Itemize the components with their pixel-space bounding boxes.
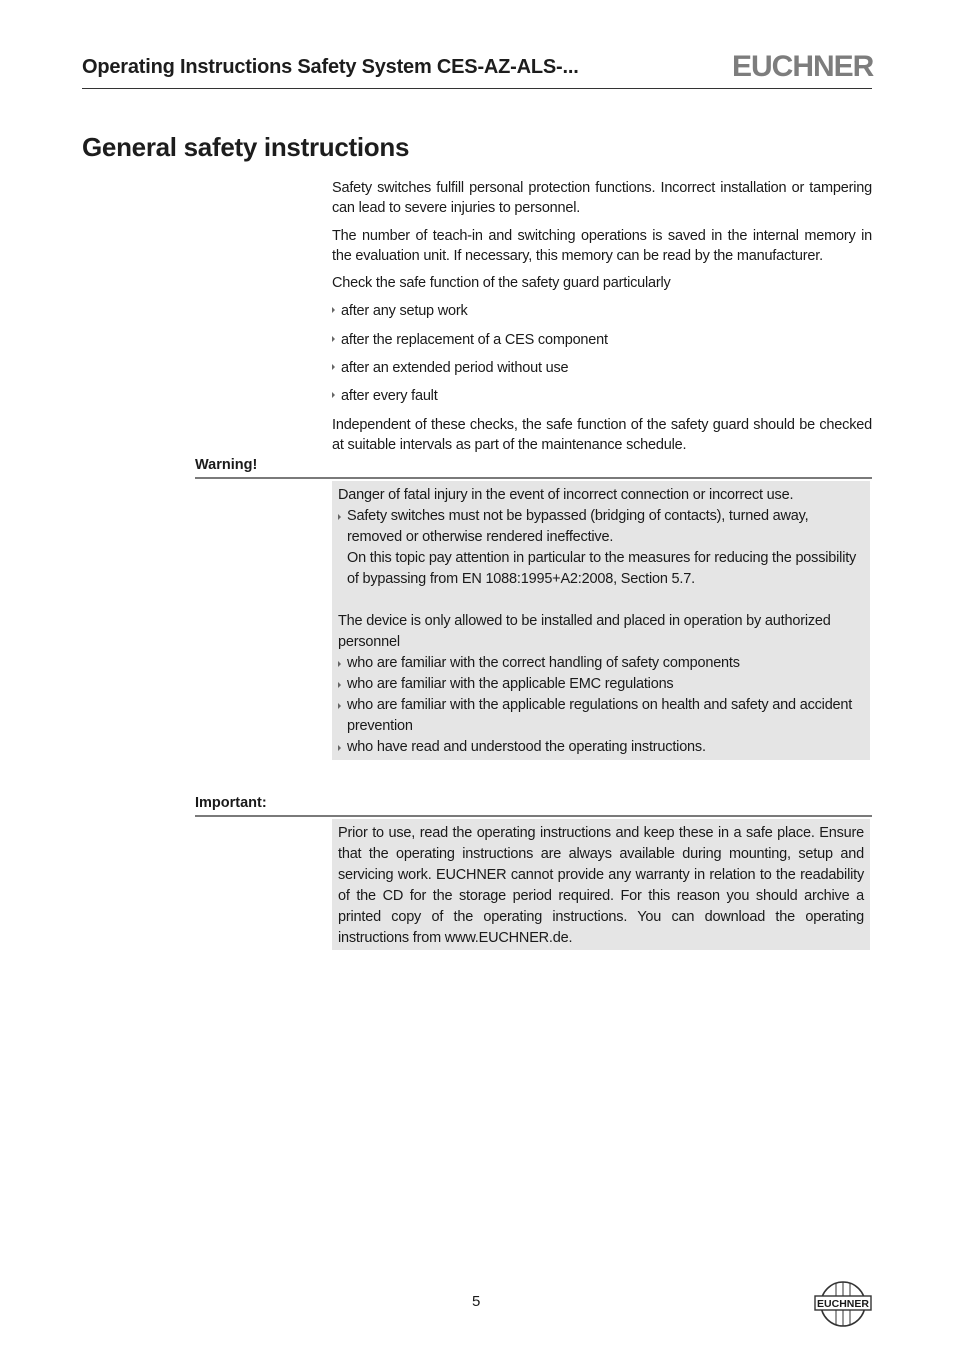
bullet-triangle-icon	[338, 661, 341, 667]
warning-intro: Danger of fatal injury in the event of incorrect connection or incorrect use.	[338, 487, 794, 503]
important-text: Prior to use, read the operating instructions and keep these in a safe place. Ensure that the operating instructions are always available during mounting, setup and servicing work. EUCHNER cannot provide any warranty in relation to the readability of the CD for the storage period required. For this reason you should archive a printed copy of the operating instructions. You can download the operating instructions from www.EUCHNER.de.	[338, 825, 864, 946]
bullet-triangle-icon	[338, 514, 341, 520]
personnel-item: who are familiar with the correct handling of safety components	[347, 655, 740, 671]
paragraph-closing: Independent of these checks, the safe function of the safety guard should be checked at suitable intervals as part of the maintenance schedule.	[332, 417, 872, 453]
paragraph-memory: The number of teach-in and switching operations is saved in the internal memory in the evaluation unit. If necessary, this memory can be read by the manufacturer.	[332, 228, 872, 264]
bullet-triangle-icon	[338, 745, 341, 751]
important-label: Important:	[195, 795, 267, 811]
bullet-triangle-icon	[338, 682, 341, 688]
paragraph-check-intro: Check the safe function of the safety guard particularly	[332, 275, 671, 291]
section-title: General safety instructions	[82, 132, 410, 162]
personnel-item: who have read and understood the operating instructions.	[347, 739, 706, 755]
list-item	[338, 695, 864, 737]
important-box	[332, 819, 870, 950]
paragraph-safety-functions: Safety switches fulfill personal protection functions. Incorrect installation or tampering can lead to severe injuries to personnel.	[332, 180, 872, 216]
bullet-triangle-icon	[332, 392, 335, 398]
warning-box	[332, 481, 870, 760]
svg-text:EUCHNER: EUCHNER	[817, 1298, 869, 1310]
list-item	[332, 387, 438, 407]
important-divider	[195, 815, 872, 817]
page-number: 5	[472, 1293, 481, 1310]
list-item	[332, 302, 468, 322]
list-item	[332, 331, 608, 351]
personnel-intro: The device is only allowed to be installed and placed in operation by authorized personnel	[338, 613, 831, 650]
bullet-triangle-icon	[332, 364, 335, 370]
warning-label: Warning!	[195, 457, 258, 473]
personnel-item: who are familiar with the applicable regulations on health and safety and accident prevention	[347, 697, 853, 734]
bypass-note: On this topic pay attention in particular to the measures for reducing the possibility of bypassing from EN 1088:1995+A2:2008, Section 5.7.	[347, 550, 857, 587]
list-item	[338, 653, 864, 674]
euchner-seal-icon	[814, 1280, 872, 1333]
warning-divider	[195, 477, 872, 479]
bypass-item: Safety switches must not be bypassed (bridging of contacts), turned away, removed or otherwise rendered ineffective.	[347, 508, 809, 545]
bullet-triangle-icon	[332, 336, 335, 342]
list-item	[338, 674, 864, 695]
list-item	[338, 737, 864, 758]
list-item	[332, 359, 568, 379]
bullet-triangle-icon	[332, 307, 335, 313]
header-divider	[82, 88, 872, 89]
bullet-triangle-icon	[338, 703, 341, 709]
personnel-item: who are familiar with the applicable EMC regulations	[347, 676, 674, 692]
check-item-label: after every fault	[341, 388, 438, 404]
list-item	[338, 506, 864, 590]
check-item-label: after any setup work	[341, 303, 468, 319]
euchner-logo: EUCHNER	[732, 50, 874, 83]
document-title: Operating Instructions Safety System CES-AZ-ALS-...	[82, 56, 579, 78]
check-item-label: after an extended period without use	[341, 360, 569, 376]
check-item-label: after the replacement of a CES component	[341, 332, 608, 348]
